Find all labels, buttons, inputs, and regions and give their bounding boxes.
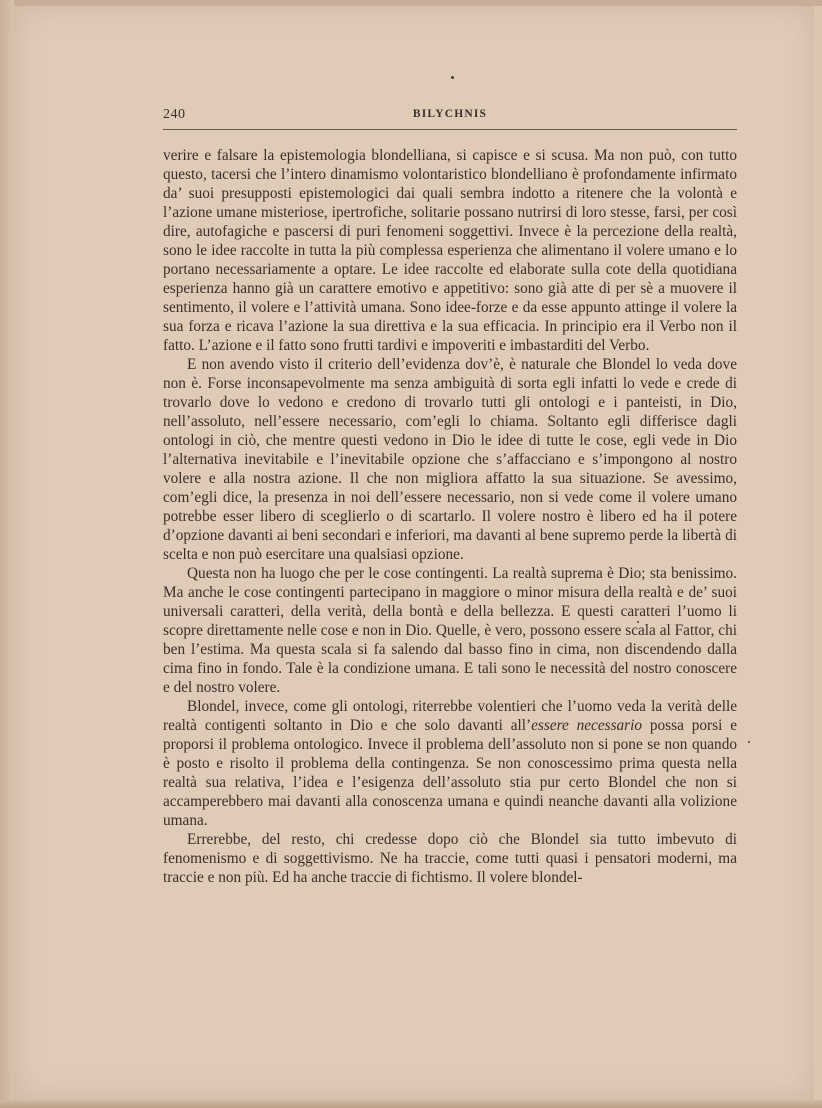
paragraph-5 — [163, 830, 737, 887]
paper-speck — [748, 741, 750, 743]
paragraph-1 — [163, 146, 737, 355]
paragraph-text: E non avendo visto il criterio dell’evidenza dov’è, è naturale che Blondel lo veda dove non è. Forse inconsapevolmente ma senza ambiguità di sorta egli infatti lo vede e crede di trovarlo dove lo vedono e credono di trovarlo tutti gli ontologi e i panteisti, in Dio, nell’assoluto, nell’essere necessario, com’egli lo chiama. Soltanto egli differisce dagli ontologi in ciò, che mentre questi vedono in Dio le idee di tutte le cose, egli vede in Dio l’alternativa inevitabile e l’inevitabile opzione che s’affacciano e s’impongono al nostro volere e alla nostra azione. Il che non migliora affatto la sua situazione. Se avessimo, com’egli dice, la presenza in noi dell’essere necessario, non si vede come il volere umano potrebbe esser libero di sceglierlo o di scartarlo. Il volere nostro è libero ed ha il potere d’opzione davanti ai beni secondari e inferiori, ma davanti al bene supremo perde la libertà di scelta e non può esercitare una qualsiasi opzione. — [163, 356, 737, 563]
paragraph-3 — [163, 564, 737, 697]
body-text — [163, 146, 737, 887]
paper-speck — [451, 76, 454, 79]
paragraph-2 — [163, 355, 737, 564]
paragraph-text: Errerebbe, del resto, chi credesse dopo ciò che Blondel sia tutto imbevuto di fenomenismo e di soggettivismo. Ne ha traccie, come tutti quasi i pensatori moderni, ma traccie e non più. Ed ha anche traccie di fichtismo. Il volere blondel- — [163, 831, 737, 886]
running-title: BILYCHNIS — [412, 108, 488, 120]
paragraph-text: Questa non ha luogo che per le cose contingenti. La realtà suprema è Dio; sta benissimo. Ma anche le cose contingenti partecipano in maggiore o minor misura della realtà e de’ suoi universali caratteri, della verità, della bontà e della bellezza. E questi caratteri l’uomo li scopre direttamente nelle cose e non in Dio. Quelle, è vero, possono essere scala al Fattor, chi ben l’estima. Ma questa scala si fa salendo dal basso fino in cima, non discendendo dalla cima fino in fondo. Tale è la condizione umana. E tali sono le necessità del nostro conoscere e del nostro volere. — [163, 565, 737, 696]
paragraph-4 — [163, 697, 737, 830]
page-header — [163, 107, 737, 130]
paragraph-text: possa porsi e proporsi il problema ontologico. Invece il problema dell’assoluto non si pone se non quando è posto e risolto il problema della contingenza. Se non conoscessimo prima questa nella realtà sua relativa, l’idea e l’esigenza dell’assoluto stia pur certo Blondel che non si accamperebbero mai davanti alla conoscenza umana e quindi neanche davanti alla volizione umana. — [163, 717, 737, 829]
page-bottom-edge — [0, 1100, 822, 1108]
italic-term: essere necessario — [531, 717, 643, 734]
page-number: 240 — [163, 107, 186, 122]
paragraph-text: verire e falsare la epistemologia blondelliana, si capisce e si scusa. Ma non può, con tutto questo, tacersi che l’intero dinamismo volontaristico blondelliano è profondamente infirmato da’ suoi presupposti epistemologici dai quali sembra indotto a ritenere che la volontà e l’azione umane misteriose, ipertrofiche, solitarie possano nutrirsi di loro stesse, farsi, per così dire, autofagiche e pascersi di puri fenomeni soggettivi. Invece è la percezione della realtà, sono le idee raccolte in tutta la più complessa esperienza che alimentano il volere umano e lo portano necessariamente a optare. Le idee raccolte ed elaborate sulla cote della quotidiana esperienza hanno già un carattere emotivo e appetitivo: sono già atte di per sè a muovere il sentimento, il volere e l’attività umana. Sono idee-forze e da esse appunto attinge il volere la sua forza e ricava l’azione la sua direttiva e la sua efficacia. In principio era il Verbo non il fatto. L’azione e il fatto sono frutti tardivi e impoveriti e imbastarditi del Verbo. — [163, 147, 737, 354]
page-left-edge — [0, 0, 14, 1108]
paragraph-text: Blondel, invece, come gli ontologi, riterrebbe volentieri che l’uomo veda la verità delle realtà contigenti soltanto in Dio e che solo davanti all’ — [163, 698, 737, 734]
